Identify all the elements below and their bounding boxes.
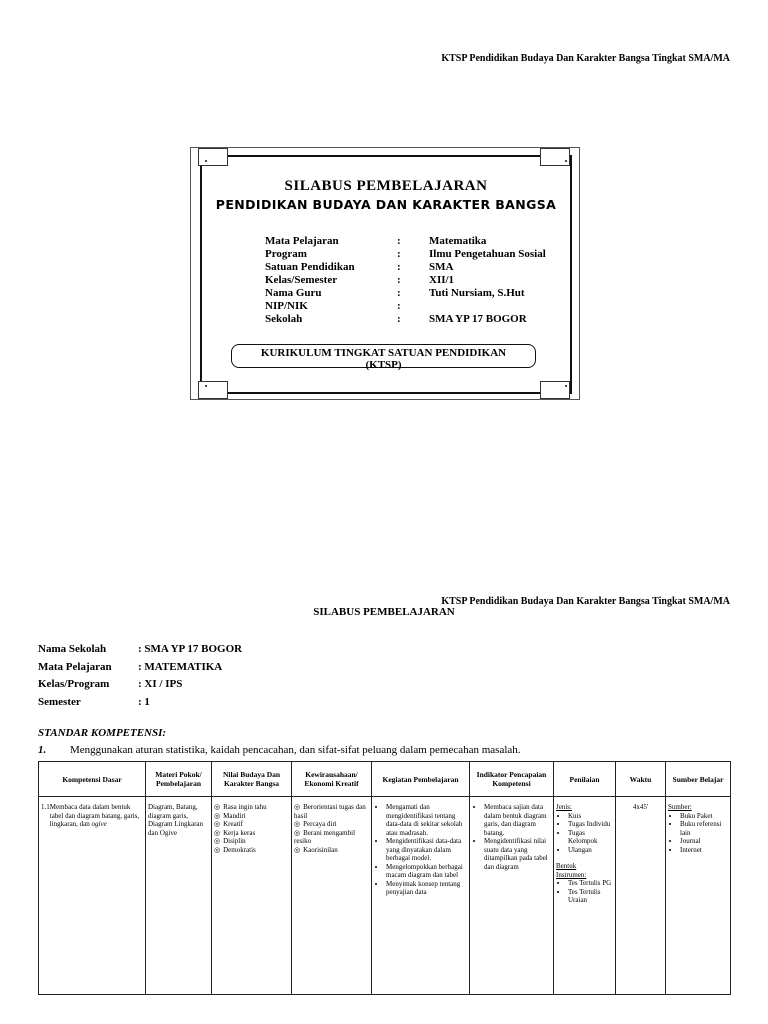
materi-cell: Diagram, Batang, diagram garis, Diagram Lingkaran dan Ogive: [146, 797, 212, 995]
list-item: • Mengidentifikasi nilai suatu data yang ditampilkan pada tabel dan diagram: [484, 837, 551, 871]
list-item: ◎ Berorientasi tugas dan hasil: [294, 803, 369, 820]
info-value: SMA YP 17 BOGOR: [429, 313, 527, 325]
list-item: • Tes Tertulis Uraian: [568, 888, 613, 905]
info-label: Mata Pelajaran: [265, 235, 339, 247]
info-sep: :: [397, 261, 401, 273]
list-item: • Mengamati dan mengidentifikasi tentang data-data di sekitar sekolah atau madrasah.: [386, 803, 467, 837]
meta-label: Kelas/Program: [38, 678, 110, 690]
info-value: Matematika: [429, 235, 487, 247]
info-value: Tuti Nursiam, S.Hut: [429, 287, 525, 299]
indikator-list: [472, 803, 551, 871]
info-label: Program: [265, 248, 307, 260]
jenis-label: Jenis:: [556, 803, 572, 811]
meta-row: [38, 641, 242, 659]
school-meta: [38, 641, 242, 711]
list-item: ◎ Disiplin: [214, 837, 289, 846]
sumber-cell: [666, 797, 731, 995]
kd-item: [41, 803, 143, 829]
column-header: Indikator Pencapaian Kompetensi: [470, 762, 554, 797]
kurikulum-box: [231, 344, 536, 371]
info-row: [265, 287, 546, 300]
list-item: ◎ Berani mengambil resiko: [294, 829, 369, 846]
frame-corner: [198, 148, 228, 166]
frame-dot: [565, 385, 567, 387]
list-item: • Buku Paket: [680, 812, 728, 821]
standar-text: Menggunakan aturan statistika, kaidah pencacahan, dan sifat-sifat peluang dalam pemecahan masalah.: [70, 744, 521, 756]
info-sep: :: [397, 235, 401, 247]
jenis-list: [556, 812, 613, 855]
info-value: SMA: [429, 261, 454, 273]
info-row: [265, 248, 546, 261]
column-header: Nilai Budaya Dan Karakter Bangsa: [212, 762, 292, 797]
bentuk-label: Bentuk: [556, 862, 577, 870]
meta-row: [38, 694, 242, 712]
meta-label: Semester: [38, 695, 81, 708]
list-item: • Tugas Kelompok: [568, 829, 613, 846]
meta-row: [38, 659, 242, 677]
list-item: ◎ Rasa ingin tahu: [214, 803, 289, 812]
kd-text-italic: ogive: [91, 820, 107, 828]
meta-value: : MATEMATIKA: [138, 660, 223, 673]
list-item: • Tes Tertulis PG: [568, 879, 613, 888]
meta-value: : SMA YP 17 BOGOR: [138, 643, 243, 655]
silabus-table: [38, 761, 731, 995]
meta-value: : 1: [138, 695, 150, 708]
list-item: ◎ Mandiri: [214, 812, 289, 821]
column-header: Kompetensi Dasar: [39, 762, 146, 797]
sumber-list: [668, 812, 728, 855]
instrumen-label: Instrumen:: [556, 870, 587, 879]
info-label: Satuan Pendidikan: [265, 261, 355, 273]
info-row: [265, 235, 546, 248]
frame-corner: [540, 148, 570, 166]
standar-kompetensi-label: STANDAR KOMPETENSI:: [38, 727, 167, 739]
kd-number: 1.1: [41, 803, 50, 811]
page-header: KTSP Pendidikan Budaya Dan Karakter Bangsa Tingkat SMA/MA: [441, 596, 730, 607]
info-row: [265, 300, 546, 313]
list-item: ◎ Percaya diri: [294, 820, 369, 829]
list-item: ◎ Kaorisinilan: [294, 846, 369, 855]
column-header: Materi Pokok/ Pembelajaran: [146, 762, 212, 797]
column-header: Kewirausahaan/ Ekonomi Kreatif: [292, 762, 372, 797]
list-item: • Internet: [680, 846, 728, 855]
kewirausahaan-cell: [292, 797, 372, 995]
info-sep: :: [397, 300, 401, 312]
penilaian-cell: [554, 797, 616, 995]
page-title: SILABUS PEMBELAJARAN: [313, 606, 455, 618]
frame-dot: [205, 160, 207, 162]
frame-corner: [198, 381, 228, 399]
list-item: • Journal: [680, 837, 728, 846]
meta-label: Nama Sekolah: [38, 643, 107, 655]
info-sep: :: [397, 274, 401, 286]
meta-label: Mata Pelajaran: [38, 660, 112, 673]
info-row: [265, 261, 546, 274]
info-value: Ilmu Pengetahuan Sosial: [429, 248, 546, 260]
column-header: Sumber Belajar: [666, 762, 731, 797]
frame-dot: [565, 160, 567, 162]
list-item: ◎ Demokratis: [214, 846, 289, 855]
nilai-list: [214, 803, 289, 854]
kurikulum-line: (KTSP): [365, 359, 402, 371]
kewirausahaan-list: [294, 803, 369, 854]
cover-title: SILABUS PEMBELAJARAN: [284, 178, 488, 194]
meta-value: : XI / IPS: [138, 678, 183, 690]
column-header: Kegiatan Pembelajaran: [372, 762, 470, 797]
list-item: • Mengelompokkan berbagai macam diagram dan tabel: [386, 863, 467, 880]
list-item: • Kuis: [568, 812, 613, 821]
table-row: [39, 797, 731, 995]
info-sep: :: [397, 248, 401, 260]
list-item: ◎ Kerja keras: [214, 829, 289, 838]
info-sep: :: [397, 287, 401, 299]
kegiatan-cell: [372, 797, 470, 995]
list-item: • Tugas Individu: [568, 820, 613, 829]
frame-dot: [205, 385, 207, 387]
list-item: ◎ Kreatif: [214, 820, 289, 829]
bentuk-list: [556, 879, 613, 905]
list-item: • Buku referensi lain: [680, 820, 728, 837]
kegiatan-list: [374, 803, 467, 897]
standar-kompetensi-item: [38, 744, 521, 756]
list-item: • Menyimak konsep tentang penyajian data: [386, 880, 467, 897]
kompetensi-dasar-cell: [39, 797, 146, 995]
list-item: • Ulangan: [568, 846, 613, 855]
info-row: [265, 274, 546, 287]
nilai-cell: [212, 797, 292, 995]
info-sep: :: [397, 313, 401, 325]
info-row: [265, 313, 546, 326]
info-label: Kelas/Semester: [265, 274, 338, 286]
cover-subtitle: PENDIDIKAN BUDAYA DAN KARAKTER BANGSA: [215, 197, 557, 212]
cover-info: [265, 235, 546, 326]
list-item: • Membaca sajian data dalam bentuk diagram garis, dan diagram batang.: [484, 803, 551, 837]
kurikulum-line: KURIKULUM TINGKAT SATUAN PENDIDIKAN: [260, 347, 507, 359]
standar-number: 1.: [38, 744, 47, 756]
info-label: NIP/NIK: [265, 300, 308, 312]
info-value: XII/1: [429, 274, 455, 286]
indikator-cell: [470, 797, 554, 995]
kd-text: [50, 803, 143, 829]
page-header: KTSP Pendidikan Budaya Dan Karakter Bangsa Tingkat SMA/MA: [441, 53, 730, 64]
sumber-label: Sumber:: [668, 803, 692, 811]
list-item: • Mengidentifikasi data-data yang dinyatakan dalam berbagai model.: [386, 837, 467, 863]
meta-row: [38, 676, 242, 694]
kd-text-main: Membaca data dalam bentuk tabel dan diagram batang, garis, lingkaran, dan: [49, 803, 140, 828]
column-header: Waktu: [616, 762, 666, 797]
frame-corner: [540, 381, 570, 399]
info-label: Sekolah: [265, 313, 303, 325]
waktu-cell: 4x45': [616, 797, 666, 995]
info-label: Nama Guru: [265, 287, 322, 299]
column-header: Penilaian: [554, 762, 616, 797]
table-header-row: [39, 762, 731, 797]
